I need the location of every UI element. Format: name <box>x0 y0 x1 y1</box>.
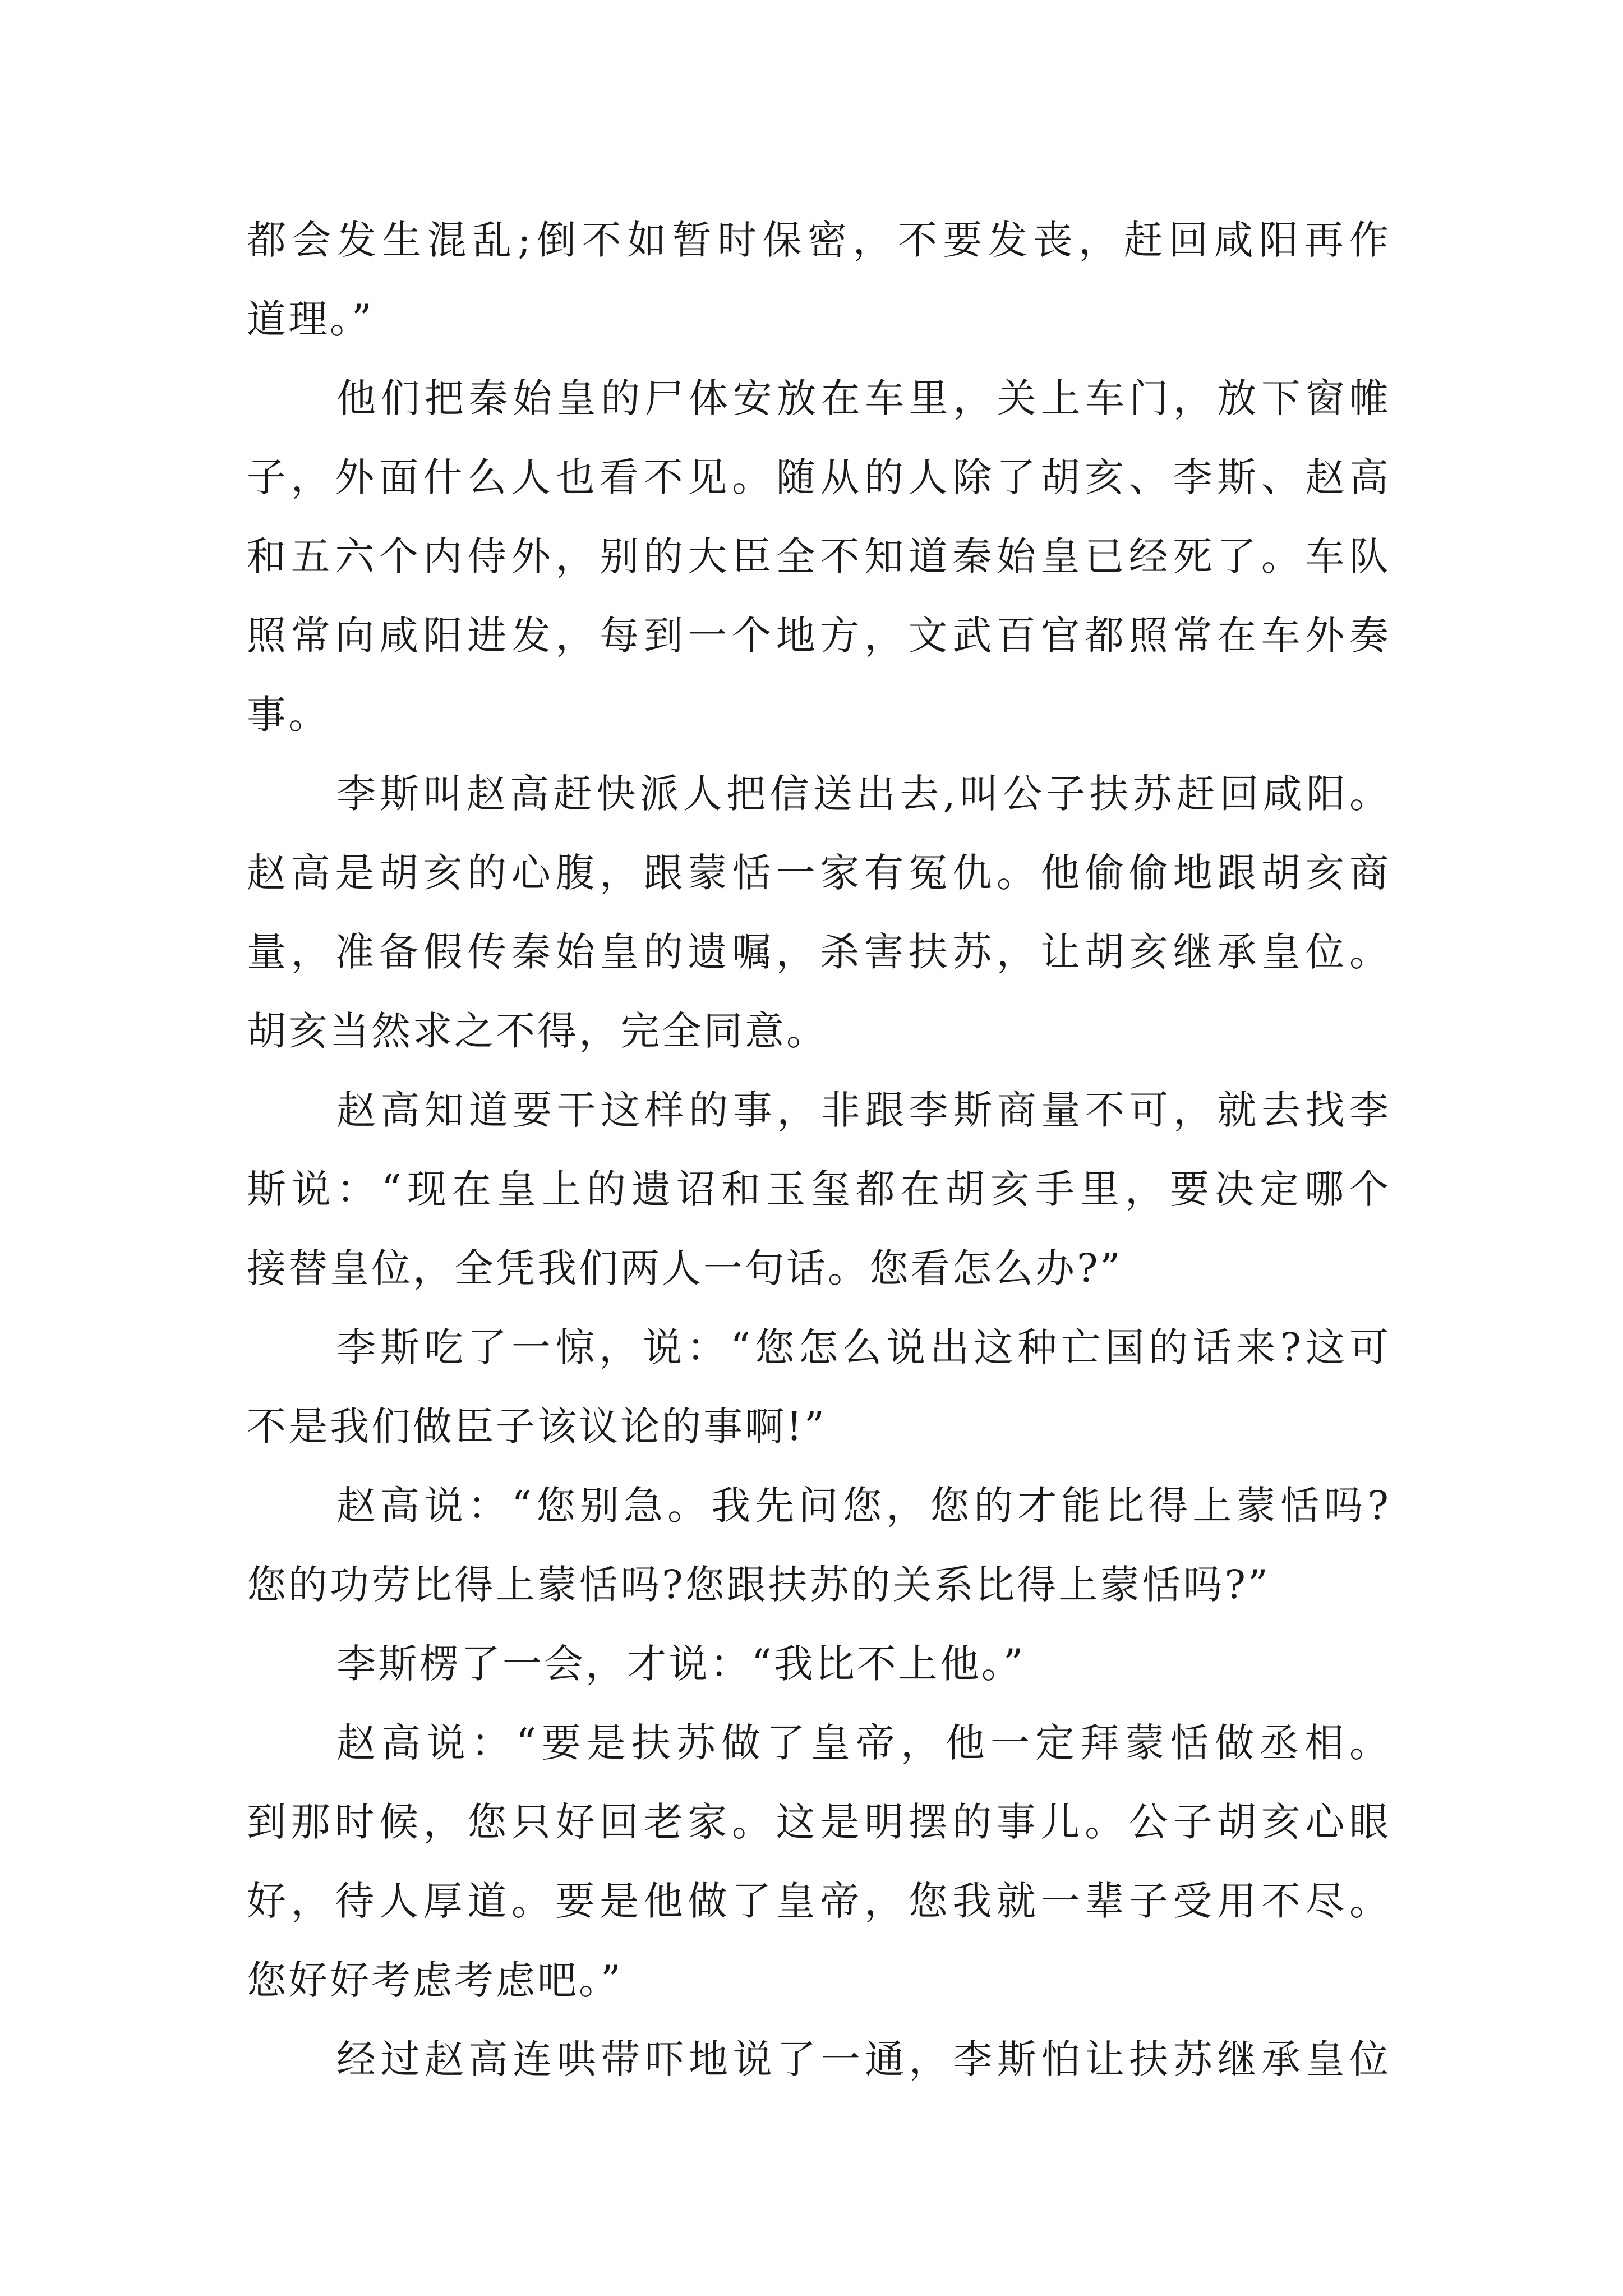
text-line: 赵高说：“您别急。我先问您，您的才能比得上蒙恬吗? <box>336 1483 1391 1529</box>
text-line: 您的功劳比得上蒙恬吗?您跟扶苏的关系比得上蒙恬吗?” <box>247 1562 1270 1608</box>
text-line: 斯说：“现在皇上的遗诏和玉玺都在胡亥手里，要决定哪个 <box>247 1166 1391 1212</box>
text-line: 照常向咸阳进发，每到一个地方，文武百官都照常在车外奏 <box>247 613 1391 659</box>
document-body <box>247 201 1391 2099</box>
text-line: 到那时候，您只好回老家。这是明摆的事儿。公子胡亥心眼 <box>247 1799 1391 1845</box>
text-line: 胡亥当然求之不得，完全同意。 <box>247 1008 828 1054</box>
text-line: 事。 <box>247 692 330 738</box>
text-line: 量，准备假传秦始皇的遗嘱，杀害扶苏，让胡亥继承皇位。 <box>247 929 1391 975</box>
text-line: 好，待人厚道。要是他做了皇帝，您我就一辈子受用不尽。 <box>247 1878 1391 1924</box>
text-line: 道理。” <box>247 296 374 342</box>
text-line: 赵高知道要干这样的事，非跟李斯商量不可，就去找李 <box>336 1087 1391 1133</box>
text-line: 李斯吃了一惊，说：“您怎么说出这种亡国的话来?这可 <box>336 1324 1391 1370</box>
text-line: 都会发生混乱;倒不如暂时保密，不要发丧，赶回咸阳再作 <box>247 217 1391 263</box>
text-line: 接替皇位，全凭我们两人一句话。您看怎么办?” <box>247 1245 1123 1291</box>
text-line: 不是我们做臣子该议论的事啊!” <box>247 1404 827 1450</box>
text-line: 子，外面什么人也看不见。随从的人除了胡亥、李斯、赵高 <box>247 454 1391 500</box>
text-line: 经过赵高连哄带吓地说了一通，李斯怕让扶苏继承皇位 <box>336 2036 1391 2082</box>
text-line: 李斯叫赵高赶快派人把信送出去,叫公子扶苏赶回咸阳。 <box>336 771 1391 817</box>
text-line: 赵高说：“要是扶苏做了皇帝，他一定拜蒙恬做丞相。 <box>336 1720 1391 1766</box>
text-line: 您好好考虑考虑吧。” <box>247 1957 623 2003</box>
text-line: 赵高是胡亥的心腹，跟蒙恬一家有冤仇。他偷偷地跟胡亥商 <box>247 850 1391 896</box>
text-line: 和五六个内侍外，别的大臣全不知道秦始皇已经死了。车队 <box>247 533 1391 579</box>
text-line: 李斯楞了一会，才说：“我比不上他。” <box>336 1641 1026 1687</box>
text-line: 他们把秦始皇的尸体安放在车里，关上车门，放下窗帷 <box>336 375 1391 421</box>
